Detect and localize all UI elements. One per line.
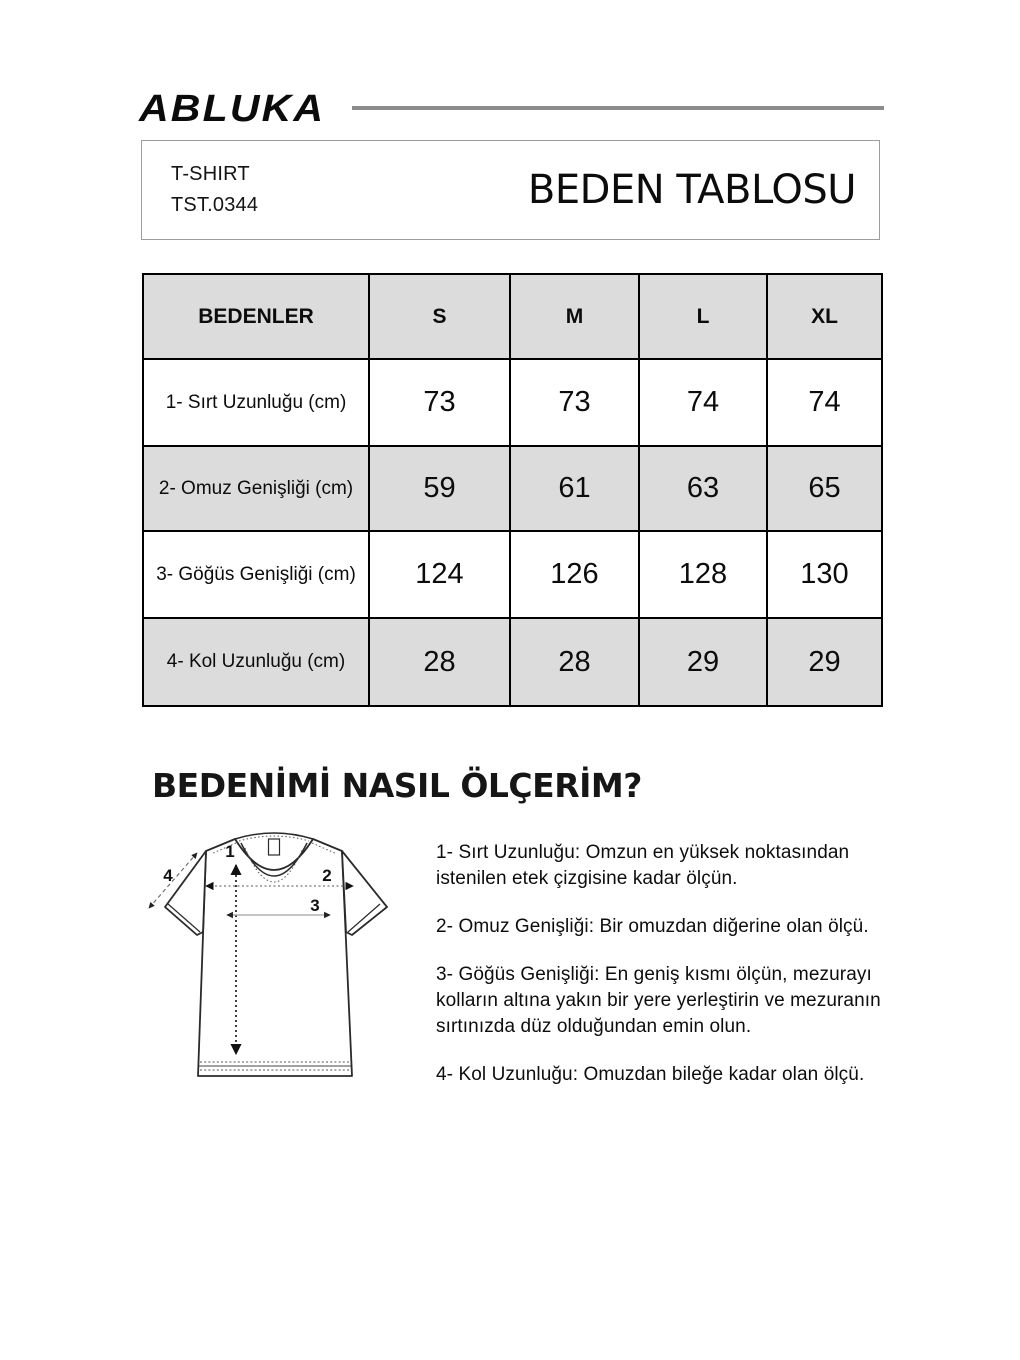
tshirt-left-sleeve — [165, 851, 206, 935]
column-header-m: M — [510, 274, 639, 359]
instruction-line: 1- Sırt Uzunluğu: Omzun en yüksek noktasından — [436, 842, 850, 863]
size-cell: 73 — [369, 359, 510, 446]
size-cell: 130 — [767, 531, 882, 618]
instruction-line: kolların altına yakın bir yere yerleştirin ve mezuranın — [436, 990, 881, 1011]
instruction-line: 3- Göğüs Genişliği: En geniş kısmı ölçün, mezurayı — [436, 964, 872, 985]
column-header-l: L — [639, 274, 767, 359]
instruction-shoulder-width — [436, 914, 906, 940]
table-row — [143, 531, 882, 618]
logo-divider-rule — [352, 106, 884, 110]
tshirt-measurement-diagram — [140, 824, 392, 1082]
size-cell: 59 — [369, 446, 510, 531]
row-label: 2- Omuz Genişliği (cm) — [143, 446, 369, 531]
size-cell: 124 — [369, 531, 510, 618]
table-row — [143, 446, 882, 531]
column-header-s: S — [369, 274, 510, 359]
size-cell: 65 — [767, 446, 882, 531]
table-row — [143, 618, 882, 706]
instruction-line: sırtınızda düz olduğundan emin olun. — [436, 1016, 752, 1037]
size-cell: 74 — [639, 359, 767, 446]
measure-label-1: 1 — [225, 842, 235, 861]
row-label: 3- Göğüs Genişliği (cm) — [143, 531, 369, 618]
size-table-header-row — [143, 274, 882, 359]
brand-logo: ABLUKA — [139, 88, 326, 130]
title-box — [141, 140, 880, 240]
instruction-chest-width — [436, 962, 906, 1040]
measure-label-3: 3 — [310, 896, 320, 915]
size-cell: 28 — [510, 618, 639, 706]
size-table — [142, 273, 883, 707]
instruction-sleeve-length — [436, 1062, 906, 1088]
section-heading: BEDENİMİ NASIL ÖLÇERİM? — [152, 766, 642, 805]
row-label: 1- Sırt Uzunluğu (cm) — [143, 359, 369, 446]
instruction-line: 4- Kol Uzunluğu: Omuzdan bileğe kadar olan ölçü. — [436, 1064, 865, 1085]
column-header-xl: XL — [767, 274, 882, 359]
product-code: TST.0344 — [171, 194, 259, 216]
collar-tag — [269, 839, 280, 855]
size-cell: 126 — [510, 531, 639, 618]
measurement-instructions — [436, 840, 906, 1110]
instruction-line: istenilen etek çizgisine kadar ölçün. — [436, 868, 738, 889]
size-cell: 74 — [767, 359, 882, 446]
size-cell: 73 — [510, 359, 639, 446]
size-cell: 28 — [369, 618, 510, 706]
size-cell: 128 — [639, 531, 767, 618]
column-header-sizes: BEDENLER — [143, 274, 369, 359]
size-cell: 63 — [639, 446, 767, 531]
product-meta — [171, 159, 258, 221]
instruction-back-length — [436, 840, 906, 892]
tshirt-right-sleeve — [342, 851, 387, 935]
measure-label-2: 2 — [322, 866, 332, 885]
product-type: T-SHIRT — [171, 163, 250, 185]
size-cell: 61 — [510, 446, 639, 531]
measure-label-4: 4 — [163, 866, 173, 885]
size-cell: 29 — [639, 618, 767, 706]
row-label: 4- Kol Uzunluğu (cm) — [143, 618, 369, 706]
table-row — [143, 359, 882, 446]
instruction-line: 2- Omuz Genişliği: Bir omuzdan diğerine olan ölçü. — [436, 916, 869, 937]
size-cell: 29 — [767, 618, 882, 706]
page-title: BEDEN TABLOSU — [527, 167, 856, 213]
